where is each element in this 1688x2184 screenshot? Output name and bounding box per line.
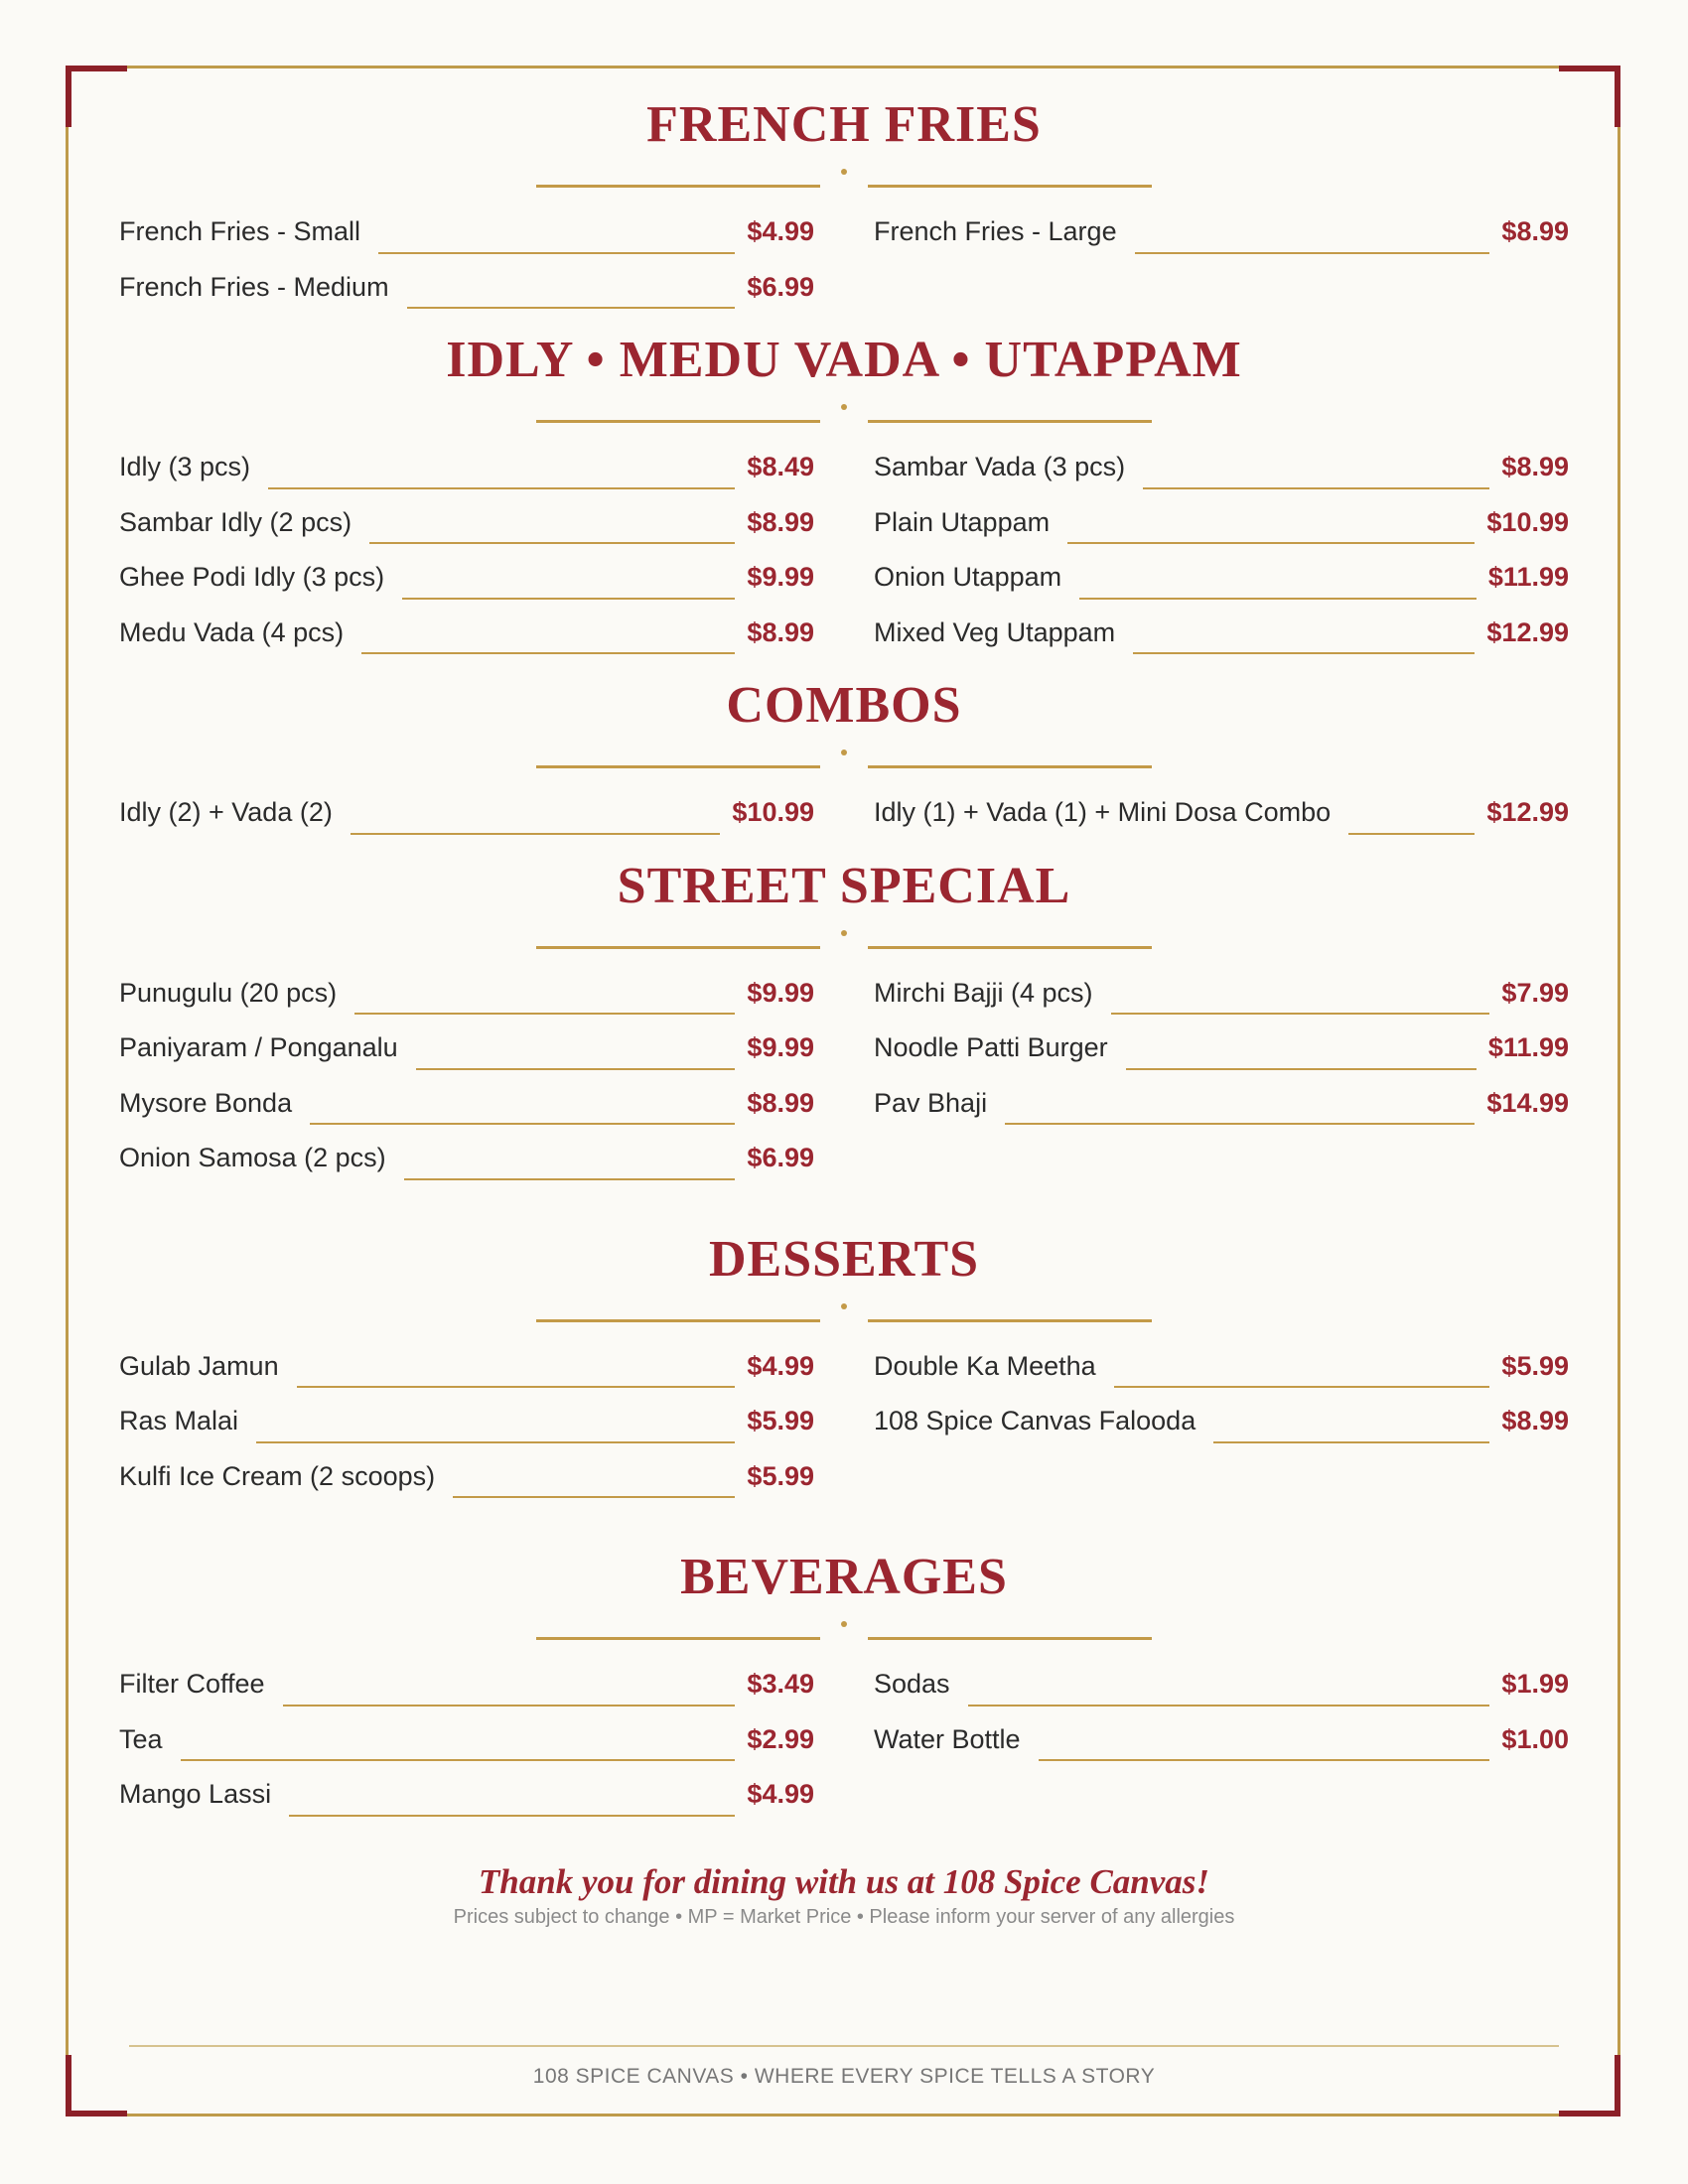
item-price: $10.99 [732, 797, 814, 828]
menu-item [119, 785, 814, 841]
item-name: Mysore Bonda [119, 1087, 293, 1118]
section-divider [536, 390, 1152, 430]
section-title: BEVERAGES [680, 1549, 1008, 1605]
item-price: $5.99 [747, 1460, 814, 1491]
menu-item [874, 205, 1569, 260]
menu-item [874, 1657, 1569, 1712]
divider-line [868, 185, 1152, 188]
divider-line [536, 946, 820, 949]
item-price: $4.99 [747, 1779, 814, 1810]
price-leader-line [256, 1441, 735, 1443]
price-leader-line [1213, 1441, 1489, 1443]
price-leader-line [1143, 487, 1489, 489]
price-leader-line [1126, 1068, 1477, 1070]
section-french-fries [119, 95, 1569, 315]
menu-item [874, 785, 1569, 841]
price-leader-line [404, 1178, 736, 1180]
price-leader-line [1039, 1759, 1490, 1761]
item-name: Plain Utappam [874, 506, 1051, 537]
menu-column-right [874, 785, 1569, 841]
section-desserts [119, 1230, 1569, 1505]
menu-column-left [119, 440, 814, 660]
price-leader-line [1079, 598, 1477, 600]
item-price: $8.49 [747, 452, 814, 482]
item-name: Mirchi Bajji (4 pcs) [874, 977, 1093, 1008]
section-title: COMBOS [726, 677, 962, 734]
menu-column-left [119, 1339, 814, 1505]
divider-dot-icon [841, 1303, 847, 1309]
price-note: Prices subject to change • MP = Market Price • Please inform your server of any allergies [453, 1905, 1235, 1928]
section-combos [119, 676, 1569, 841]
price-leader-line [310, 1123, 735, 1125]
divider-line [536, 765, 820, 768]
price-leader-line [402, 598, 735, 600]
menu-item [119, 606, 814, 661]
price-leader-line [416, 1068, 736, 1070]
price-leader-line [378, 252, 735, 254]
price-leader-line [268, 487, 735, 489]
item-name: Sambar Vada (3 pcs) [874, 452, 1126, 482]
divider-dot-icon [841, 750, 847, 755]
menu-items [119, 1329, 1569, 1505]
section-divider [536, 1290, 1152, 1329]
divider-line [536, 420, 820, 423]
item-name: Paniyaram / Ponganalu [119, 1032, 398, 1063]
section-divider [536, 155, 1152, 195]
item-price: $1.99 [1501, 1669, 1569, 1700]
divider-line [536, 185, 820, 188]
menu-item [119, 205, 814, 260]
item-name: Medu Vada (4 pcs) [119, 616, 345, 647]
menu-item [119, 1767, 814, 1823]
item-name: 108 Spice Canvas Falooda [874, 1406, 1196, 1436]
menu-items [119, 195, 1569, 315]
divider-line [536, 1637, 820, 1640]
menu-item [874, 1076, 1569, 1132]
item-price: $8.99 [747, 506, 814, 537]
item-price: $12.99 [1486, 797, 1569, 828]
menu-item [874, 1021, 1569, 1076]
price-leader-line [297, 1386, 736, 1388]
price-leader-line [354, 1013, 735, 1015]
menu-item [874, 550, 1569, 606]
item-name: Mixed Veg Utappam [874, 616, 1116, 647]
menu-item [119, 440, 814, 495]
item-name: Double Ka Meetha [874, 1350, 1096, 1381]
item-name: French Fries - Medium [119, 271, 389, 302]
item-price: $1.00 [1501, 1723, 1569, 1754]
section-idly-medu-vada-utappam [119, 331, 1569, 660]
item-name: Water Bottle [874, 1723, 1021, 1754]
price-leader-line [181, 1759, 736, 1761]
item-name: Sodas [874, 1669, 950, 1700]
divider-dot-icon [841, 930, 847, 936]
divider-line [868, 1319, 1152, 1322]
item-price: $8.99 [1501, 452, 1569, 482]
item-price: $6.99 [747, 1143, 814, 1173]
menu-column-left [119, 966, 814, 1186]
menu-item [119, 260, 814, 316]
item-name: Tea [119, 1723, 163, 1754]
item-name: Onion Utappam [874, 562, 1062, 593]
price-leader-line [283, 1705, 736, 1706]
item-price: $11.99 [1487, 1032, 1569, 1063]
menu-item [119, 1657, 814, 1712]
menu-item [119, 1076, 814, 1132]
item-name: Gulab Jamun [119, 1350, 279, 1381]
divider-line [868, 765, 1152, 768]
menu-item [119, 1449, 814, 1505]
price-leader-line [1114, 1386, 1490, 1388]
section-title: FRENCH FRIES [646, 96, 1042, 153]
item-name: Noodle Patti Burger [874, 1032, 1108, 1063]
item-name: French Fries - Large [874, 216, 1117, 247]
price-leader-line [453, 1496, 735, 1498]
menu-items [119, 1647, 1569, 1823]
item-price: $8.99 [1501, 1406, 1569, 1436]
menu-item [874, 1394, 1569, 1449]
price-leader-line [1067, 542, 1475, 544]
item-name: Ghee Podi Idly (3 pcs) [119, 562, 385, 593]
divider-line [536, 1319, 820, 1322]
item-name: Filter Coffee [119, 1669, 265, 1700]
menu-content [119, 95, 1569, 1929]
price-leader-line [369, 542, 735, 544]
item-price: $12.99 [1486, 616, 1569, 647]
menu-item [119, 495, 814, 551]
item-price: $3.49 [747, 1669, 814, 1700]
item-price: $9.99 [747, 977, 814, 1008]
price-leader-line [1005, 1123, 1475, 1125]
menu-items [119, 430, 1569, 660]
section-divider [536, 1607, 1152, 1647]
item-name: Mango Lassi [119, 1779, 272, 1810]
section-divider [536, 736, 1152, 775]
menu-item [874, 966, 1569, 1022]
item-price: $8.99 [747, 616, 814, 647]
item-price: $5.99 [747, 1406, 814, 1436]
item-name: Onion Samosa (2 pcs) [119, 1143, 386, 1173]
item-name: French Fries - Small [119, 216, 361, 247]
menu-column-left [119, 205, 814, 315]
item-price: $4.99 [747, 216, 814, 247]
item-price: $8.99 [747, 1087, 814, 1118]
section-beverages [119, 1548, 1569, 1823]
item-price: $6.99 [747, 271, 814, 302]
menu-items [119, 956, 1569, 1186]
item-name: Idly (2) + Vada (2) [119, 797, 333, 828]
divider-line [868, 420, 1152, 423]
item-name: Kulfi Ice Cream (2 scoops) [119, 1460, 436, 1491]
divider-dot-icon [841, 404, 847, 410]
item-name: Sambar Idly (2 pcs) [119, 506, 352, 537]
menu-item [119, 550, 814, 606]
divider-line [868, 946, 1152, 949]
corner-ornament-top-left [66, 66, 127, 127]
item-name: Idly (3 pcs) [119, 452, 251, 482]
price-leader-line [289, 1815, 735, 1817]
menu-item [119, 1339, 814, 1395]
menu-item [874, 440, 1569, 495]
item-price: $4.99 [747, 1350, 814, 1381]
menu-item [874, 495, 1569, 551]
divider-line [868, 1637, 1152, 1640]
item-price: $2.99 [747, 1723, 814, 1754]
item-price: $8.99 [1501, 216, 1569, 247]
footer-divider [129, 2045, 1559, 2047]
item-name: Pav Bhaji [874, 1087, 988, 1118]
menu-column-right [874, 966, 1569, 1186]
item-price: $10.99 [1486, 506, 1569, 537]
section-title: STREET SPECIAL [617, 857, 1071, 914]
item-name: Ras Malai [119, 1406, 239, 1436]
price-leader-line [407, 307, 736, 309]
price-leader-line [1348, 833, 1475, 835]
price-leader-line [1135, 252, 1490, 254]
price-leader-line [351, 833, 721, 835]
menu-item [119, 1131, 814, 1186]
item-price: $11.99 [1487, 562, 1569, 593]
menu-item [874, 1712, 1569, 1768]
item-price: $14.99 [1486, 1087, 1569, 1118]
section-title: IDLY • MEDU VADA • UTAPPAM [446, 332, 1242, 388]
divider-dot-icon [841, 169, 847, 175]
price-leader-line [1133, 652, 1475, 654]
menu-items [119, 775, 1569, 841]
menu-item [874, 1339, 1569, 1395]
item-price: $7.99 [1501, 977, 1569, 1008]
section-divider [536, 916, 1152, 956]
menu-column-right [874, 1657, 1569, 1823]
menu-item [874, 606, 1569, 661]
menu-column-left [119, 1657, 814, 1823]
menu-item [119, 966, 814, 1022]
item-price: $5.99 [1501, 1350, 1569, 1381]
price-leader-line [968, 1705, 1490, 1706]
price-leader-line [1111, 1013, 1490, 1015]
item-name: Idly (1) + Vada (1) + Mini Dosa Combo [874, 797, 1332, 828]
menu-item [119, 1021, 814, 1076]
menu-item [119, 1712, 814, 1768]
item-price: $9.99 [747, 562, 814, 593]
price-leader-line [361, 652, 735, 654]
menu-column-right [874, 1339, 1569, 1505]
section-street-special [119, 857, 1569, 1186]
menu-column-right [874, 205, 1569, 315]
divider-dot-icon [841, 1621, 847, 1627]
section-title: DESSERTS [708, 1230, 980, 1288]
footer-tagline: 108 SPICE CANVAS • WHERE EVERY SPICE TELLS A STORY [532, 2065, 1156, 2088]
item-name: Punugulu (20 pcs) [119, 977, 338, 1008]
thank-you-message: Thank you for dining with us at 108 Spice Canvas! [478, 1861, 1210, 1901]
menu-column-left [119, 785, 814, 841]
menu-item [119, 1394, 814, 1449]
menu-column-right [874, 440, 1569, 660]
item-price: $9.99 [747, 1032, 814, 1063]
